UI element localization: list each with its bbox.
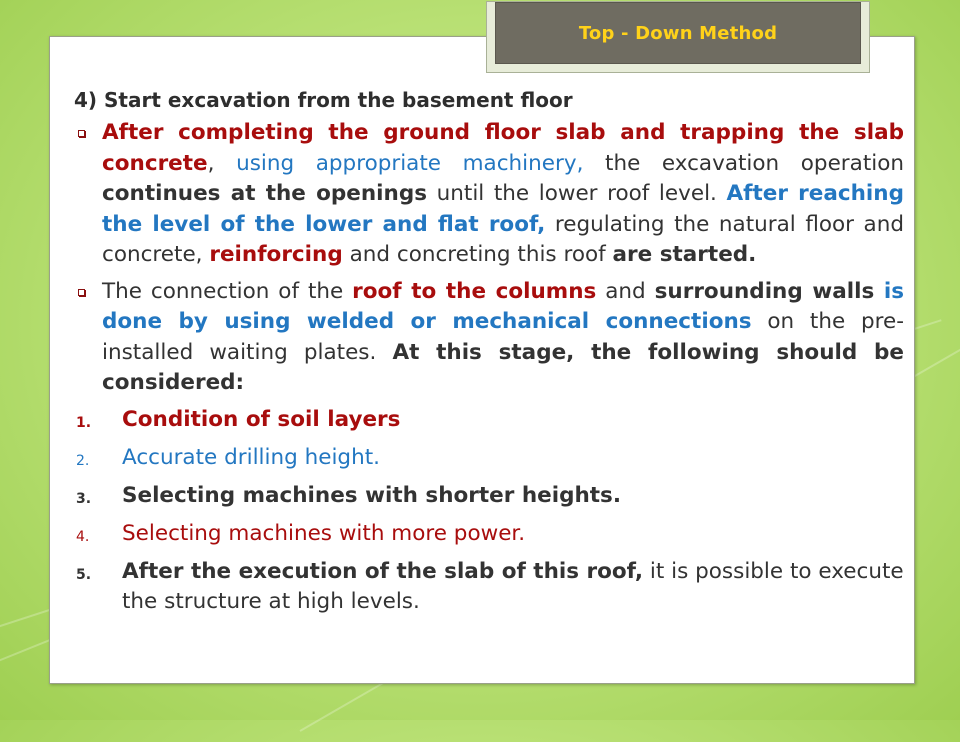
list-number: 4. [76, 522, 89, 552]
text-run: and [596, 279, 654, 304]
list-number: 5. [76, 560, 91, 590]
text-run: , [208, 151, 236, 176]
text-run: continues at the openings [102, 181, 427, 206]
list-item [74, 405, 904, 435]
text-run: the excavation operation [583, 151, 904, 176]
text-run: are started. [613, 242, 757, 267]
text-run: reinforcing [209, 242, 342, 267]
list-item-text: Selecting machines with shorter heights. [122, 483, 621, 508]
title-tab [486, 1, 870, 73]
text-run: is done by using welded or mechanical connections [102, 279, 904, 335]
list-item [74, 557, 904, 617]
text-run: At this stage, the following should be considered: [102, 340, 904, 396]
text-run: After reaching the level of the lower and flat roof, [102, 181, 904, 237]
list-number: 3. [76, 484, 91, 514]
title-box [495, 2, 861, 64]
list-item-text: it is possible to execute the structure at high levels. [122, 559, 904, 614]
square-bullet-icon [78, 130, 85, 137]
text-run: using appropriate machinery, [236, 151, 583, 176]
section-heading: 4) Start excavation from the basement floor [74, 86, 904, 114]
list-item-text: Accurate drilling height. [122, 445, 380, 470]
list-number: 1. [76, 408, 91, 438]
bullet-paragraph-2 [74, 277, 904, 399]
slide-title: Top - Down Method [579, 23, 777, 44]
list-number: 2. [76, 446, 89, 476]
text-run: The connection of the [102, 279, 352, 304]
list-item-text: Selecting machines with more power. [122, 521, 525, 546]
bullet-paragraph-1 [74, 118, 904, 271]
list-item-text: Condition of soil layers [122, 407, 400, 432]
text-run: on the pre-installed waiting plates. [102, 309, 904, 365]
text-run: and concreting this roof [343, 242, 613, 267]
list-item [74, 443, 904, 473]
list-item [74, 481, 904, 511]
square-bullet-icon [78, 289, 85, 296]
list-item [74, 519, 904, 549]
text-run: surrounding walls [655, 279, 875, 304]
text-run: After completing the ground floor slab and trapping the slab concrete [102, 120, 904, 176]
list-item-text: After the execution of the slab of this roof, [122, 559, 643, 584]
text-run: roof to the columns [352, 279, 596, 304]
text-run: regulating the natural floor and concrete, [102, 212, 904, 268]
text-run: until the lower roof level. [427, 181, 726, 206]
slide-body [74, 86, 904, 625]
